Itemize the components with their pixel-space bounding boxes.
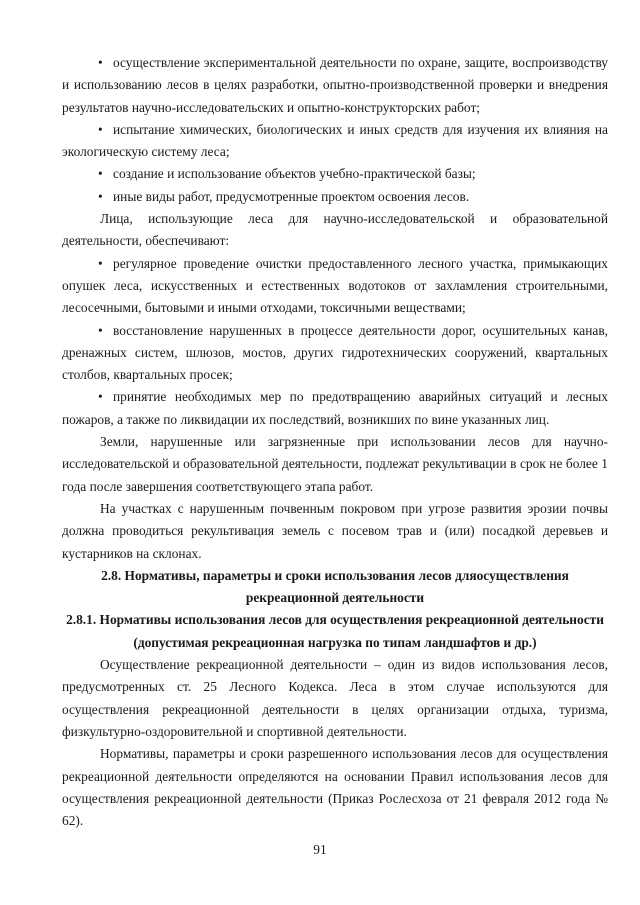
bullet-item [62,163,608,185]
bullet-item [62,386,608,431]
page-number: 91 [313,842,327,857]
document-page [62,52,608,832]
paragraph: На участках с нарушенным почвенным покровом при угрозе развития эрозии почвы должна проводиться рекультивация земель с посевом трав и (или) посадкой деревьев и кустарников на склонах. [62,500,608,561]
bullet-text: восстановление нарушенных в процессе деятельности дорог, осушительных канав, дренажных систем, шлюзов, мостов, других гидротехнических сооружений, квартальных столбов, квартальных просек; [62,322,608,383]
bullet-text: принятие необходимых мер по предотвращению аварийных ситуаций и лесных пожаров, а также по ликвидации их последствий, возникших по вине указанных лиц. [62,389,608,427]
paragraph: Осуществление рекреационной деятельности – один из видов использования лесов, предусмотренных ст. 25 Лесного Кодекса. Леса в этом случае используются для осуществления рекреационной деятельности в целях организации отдыха, туризма, физкультурно-оздоровительной и спортивной деятельности. [62,657,608,739]
bullet-text: испытание химических, биологических и иных средств для изучения их влияния на экологическую систему леса; [62,121,608,160]
bullet-item [62,253,608,320]
section-heading: 2.8. Нормативы, параметры и сроки использования лесов дляосуществления рекреационной деятельности [101,567,569,606]
bullet-icon: • [98,188,103,204]
bullet-icon: • [98,55,103,70]
bullet-icon: • [98,389,103,405]
paragraph: Лица, использующие леса для научно-исследовательской и образовательной деятельности, обеспечивают: [62,211,608,249]
bullet-text: создание и использование объектов учебно-практической базы; [113,166,476,182]
bullet-item [62,119,608,164]
bullet-icon: • [98,255,103,271]
paragraph: Земли, нарушенные или загрязненные при использовании лесов для научно-исследовательской и образовательной деятельности, подлежат рекультивации в срок не более 1 года после завершения соответствующего этапа работ. [62,434,608,494]
bullet-item [62,186,608,208]
bullet-text: регулярное проведение очистки предоставленного лесного участка, примыкающих опушек леса, искусственных и естественных водотоков от захламления строительными, лесосечными, бытовыми и иными отходами, токсичными веществами; [62,255,608,316]
bullet-icon: • [98,166,103,182]
paragraph: Нормативы, параметры и сроки разрешенного использования лесов для осуществления рекреационной деятельности определяются на основании Правил использования лесов для осуществления рекреационной деятельности (Приказ Рослесхоза от 21 февраля 2012 года № 62). [62,746,608,829]
bullet-item [62,320,608,387]
bullet-icon: • [98,322,103,338]
bullet-text: иные виды работ, предусмотренные проектом освоения лесов. [113,188,470,204]
bullet-item [62,52,608,119]
bullet-text: осуществление экспериментальной деятельности по охране, защите, воспроизводству и использованию лесов в целях разработки, опытно-производственной проверки и внедрения результатов научно-исследовательских и опытно-конструкторских работ; [62,55,608,115]
bullet-icon: • [98,121,103,137]
subsection-heading: 2.8.1. Нормативы использования лесов для осуществления рекреационной деятельности (допустимая рекреационная нагрузка по типам ландшафтов и др.) [66,612,604,650]
